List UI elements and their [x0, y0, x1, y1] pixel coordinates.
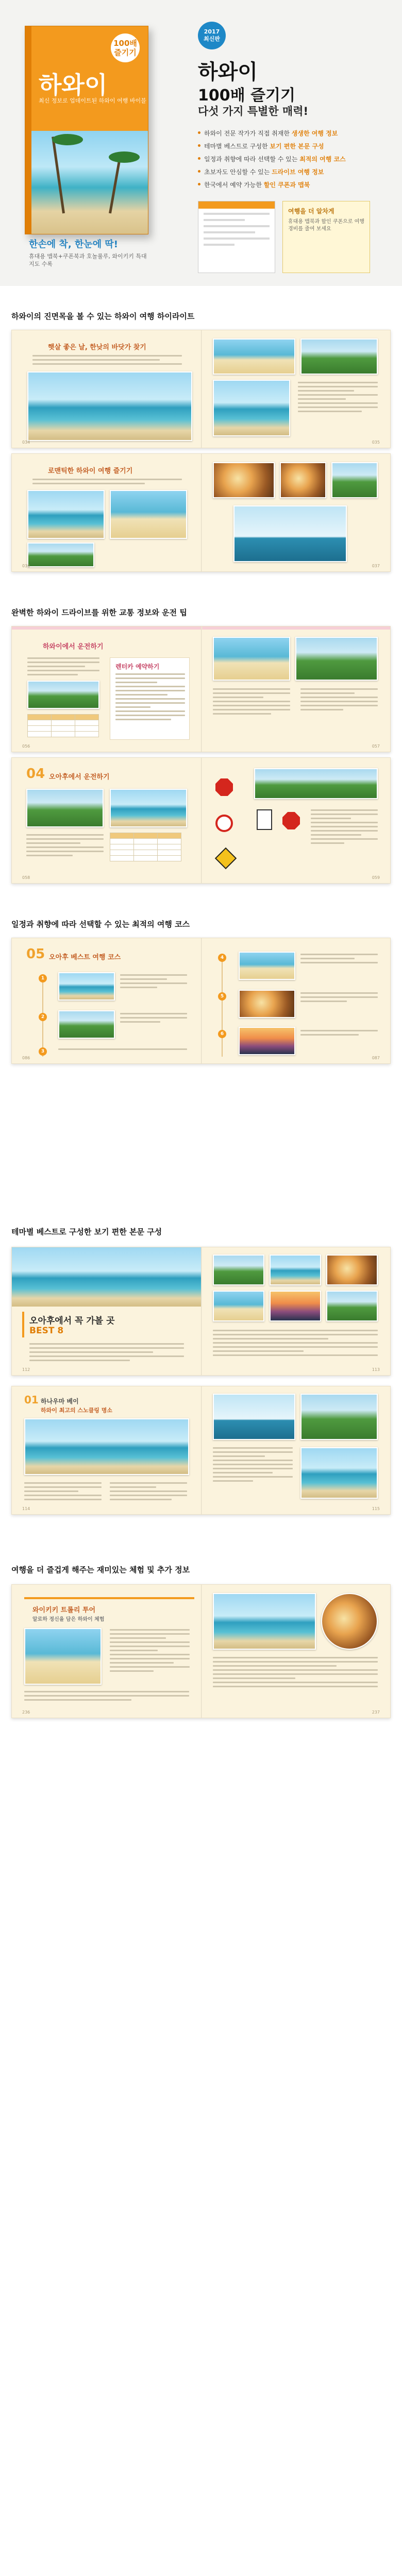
section-heading-activities: 여행을 더 즐겁게 해주는 재미있는 체험 및 추가 정보 — [11, 1565, 190, 1574]
day-marker: 4 — [218, 954, 226, 962]
book-spread-highlight-2: 로맨틱한 하와이 여행 즐기기 036 037 — [11, 453, 391, 572]
landscape-photo — [331, 462, 378, 498]
course-photo — [58, 1010, 115, 1039]
coupon-book-title: 여행을 더 알차게 — [288, 208, 334, 215]
beach-photo — [213, 338, 295, 375]
beach-photo — [27, 371, 192, 441]
food-photo — [213, 462, 275, 498]
tour-photo — [213, 1593, 316, 1650]
side-note-title: 한손에 착, 한눈에 딱! — [29, 239, 118, 250]
course-photo — [239, 952, 295, 980]
stop-sign-icon — [282, 812, 300, 829]
rental-rate-table — [27, 714, 99, 737]
beach-photo — [300, 1447, 378, 1499]
spread-title: 하와이 최고의 스노클링 명소 — [41, 1407, 112, 1414]
section-heading-drive: 완벽한 하와이 드라이브를 위한 교통 정보와 운전 팁 — [11, 608, 187, 617]
hero-banner — [0, 0, 402, 286]
section-heading-highlights: 하와이의 진면목을 볼 수 있는 하와이 여행 하이라이트 — [11, 312, 195, 321]
landscape-photo — [27, 543, 94, 567]
edition-badge-year: 2017 — [204, 28, 220, 35]
book-spread-best: 오아후에서 꼭 가볼 곳 BEST 8 112 113 — [11, 1247, 391, 1376]
landscape-photo — [326, 1291, 378, 1321]
chapter-number: 05 — [26, 946, 45, 962]
body-text — [298, 382, 378, 415]
hero-side-note — [29, 237, 147, 268]
beach-banner-photo — [12, 1247, 201, 1307]
course-photo — [239, 1027, 295, 1055]
day-marker: 3 — [39, 1047, 47, 1056]
food-photo — [326, 1255, 378, 1285]
book-spread-activity: 와이키키 트롤리 투어 알로하 정신을 담은 하와이 체험 236 237 — [11, 1584, 391, 1718]
book-spine — [25, 26, 31, 234]
body-text — [32, 355, 182, 367]
feature-item: 초보자도 안심할 수 있는 드라이브 여행 정보 — [198, 167, 346, 176]
landscape-photo — [300, 338, 378, 375]
stop-sign-icon — [215, 778, 233, 796]
day-marker: 1 — [39, 974, 47, 982]
coast-road-photo — [110, 789, 187, 827]
book-spread-drive-1: 하와이에서 운전하기 렌터카 예약하기 056 057 — [11, 626, 391, 752]
speed-limit-sign-icon — [257, 809, 272, 830]
book-badge: 100배 즐기기 — [111, 33, 140, 62]
book-spread-drive-2: 04 오아후에서 운전하기 058 059 — [11, 757, 391, 884]
section-heading-themes: 테마별 베스트로 구성한 보기 편한 본문 구성 — [11, 1227, 162, 1236]
food-photo — [280, 462, 326, 498]
book-spread-course: 05 오아후 베스트 여행 코스 1 2 3 4 5 6 086 087 — [11, 938, 391, 1064]
chapter-number: 04 — [26, 766, 45, 782]
section-heading-courses: 일정과 취향에 따라 선택할 수 있는 최적의 여행 코스 — [11, 920, 190, 929]
road-photo — [27, 681, 99, 709]
hanauma-bay-photo — [24, 1418, 189, 1475]
traffic-photo — [254, 768, 378, 799]
coupon-book-thumbnail — [282, 201, 370, 273]
beach-photo — [110, 490, 187, 539]
best-label: BEST 8 — [29, 1326, 64, 1336]
highway-photo — [26, 789, 104, 827]
palm-leaf-icon — [109, 151, 140, 163]
book-cover-photo — [31, 131, 148, 234]
book-subtitle: 최신 정보로 업데이트된 하와이 여행 바이블 — [39, 97, 146, 104]
landscape-photo — [300, 1394, 378, 1440]
sunset-photo — [270, 1291, 321, 1321]
spread-title: 하와이에서 운전하기 — [43, 643, 104, 651]
distance-table — [110, 833, 181, 861]
food-photo — [321, 1593, 378, 1650]
spread-title: 오아후에서 운전하기 — [49, 773, 110, 781]
spread-title: 와이키키 트롤리 투어 — [32, 1606, 96, 1614]
course-photo — [58, 972, 115, 1001]
palm-leaf-icon — [52, 134, 83, 145]
feature-list — [198, 129, 346, 193]
beach-photo — [213, 380, 290, 436]
beach-photo — [270, 1255, 321, 1285]
feature-item: 한국에서 예약 가능한 할인 쿠폰과 맵북 — [198, 180, 346, 189]
mapbook-thumbnail — [198, 201, 275, 273]
beach-photo — [27, 490, 105, 539]
feature-item: 일정과 취향에 따라 선택할 수 있는 최적의 여행 코스 — [198, 155, 346, 163]
body-text — [27, 657, 99, 678]
feature-item: 하와이 전문 작가가 직접 취재한 생생한 여행 정보 — [198, 129, 346, 138]
map-photo — [213, 637, 290, 681]
spot-name: 하나우마 베이 — [41, 1398, 79, 1405]
spread-title: 오아후에서 꼭 가볼 곳 — [29, 1316, 115, 1326]
spread-title: 오아후 베스트 여행 코스 — [49, 954, 121, 961]
road-photo — [295, 637, 378, 681]
tip-box-title: 렌터카 예약하기 — [115, 663, 160, 670]
rental-tip-box — [110, 657, 190, 740]
spread-title: 햇살 좋은 날, 한낮의 바닷가 찾기 — [48, 344, 146, 351]
beach-photo — [213, 1291, 264, 1321]
warning-sign-icon — [215, 848, 237, 869]
mapbook-header-bar — [198, 201, 275, 209]
day-marker: 6 — [218, 1030, 226, 1038]
book-spread-hanauma: 01 하나우마 베이 하와이 최고의 스노클링 명소 114 115 — [11, 1386, 391, 1515]
no-entry-sign-icon — [215, 815, 233, 832]
snorkel-photo — [213, 1394, 295, 1440]
edition-badge — [198, 22, 226, 49]
body-text — [32, 479, 182, 487]
day-marker: 2 — [39, 1013, 47, 1021]
book-title: 하와이 — [39, 71, 108, 99]
course-photo — [239, 990, 295, 1018]
trolley-photo — [24, 1628, 102, 1685]
spread-title: 로맨틱한 하와이 여행 즐기기 — [48, 467, 133, 475]
hero-subtitle: 100배 즐기기 — [198, 87, 295, 105]
sailboat-photo — [233, 505, 347, 562]
hero-title: 하와이 — [198, 60, 258, 84]
day-marker: 5 — [218, 992, 226, 1001]
chapter-number: 01 — [24, 1394, 39, 1406]
hero-tagline: 다섯 가지 특별한 매력! — [198, 105, 309, 117]
feature-item: 테마별 베스트로 구성한 보기 편한 본문 구성 — [198, 142, 346, 150]
spread-subtitle: 알로하 정신을 담은 하와이 체험 — [32, 1617, 105, 1622]
edition-badge-label: 최신판 — [204, 36, 220, 42]
side-note-text: 휴대용 맵북+쿠폰북과 호놀룰루, 와이키키 특대 지도 수록 — [29, 253, 147, 267]
book-spread-highlight-1: 햇살 좋은 날, 한낮의 바닷가 찾기 034 035 — [11, 330, 391, 448]
palm-tree-icon — [52, 137, 65, 213]
tree-photo — [213, 1255, 264, 1285]
book-cover — [25, 26, 148, 234]
coupon-book-text: 휴대용 맵북과 할인 쿠폰으로 여행 경비를 줄여 보세요 — [288, 219, 364, 232]
